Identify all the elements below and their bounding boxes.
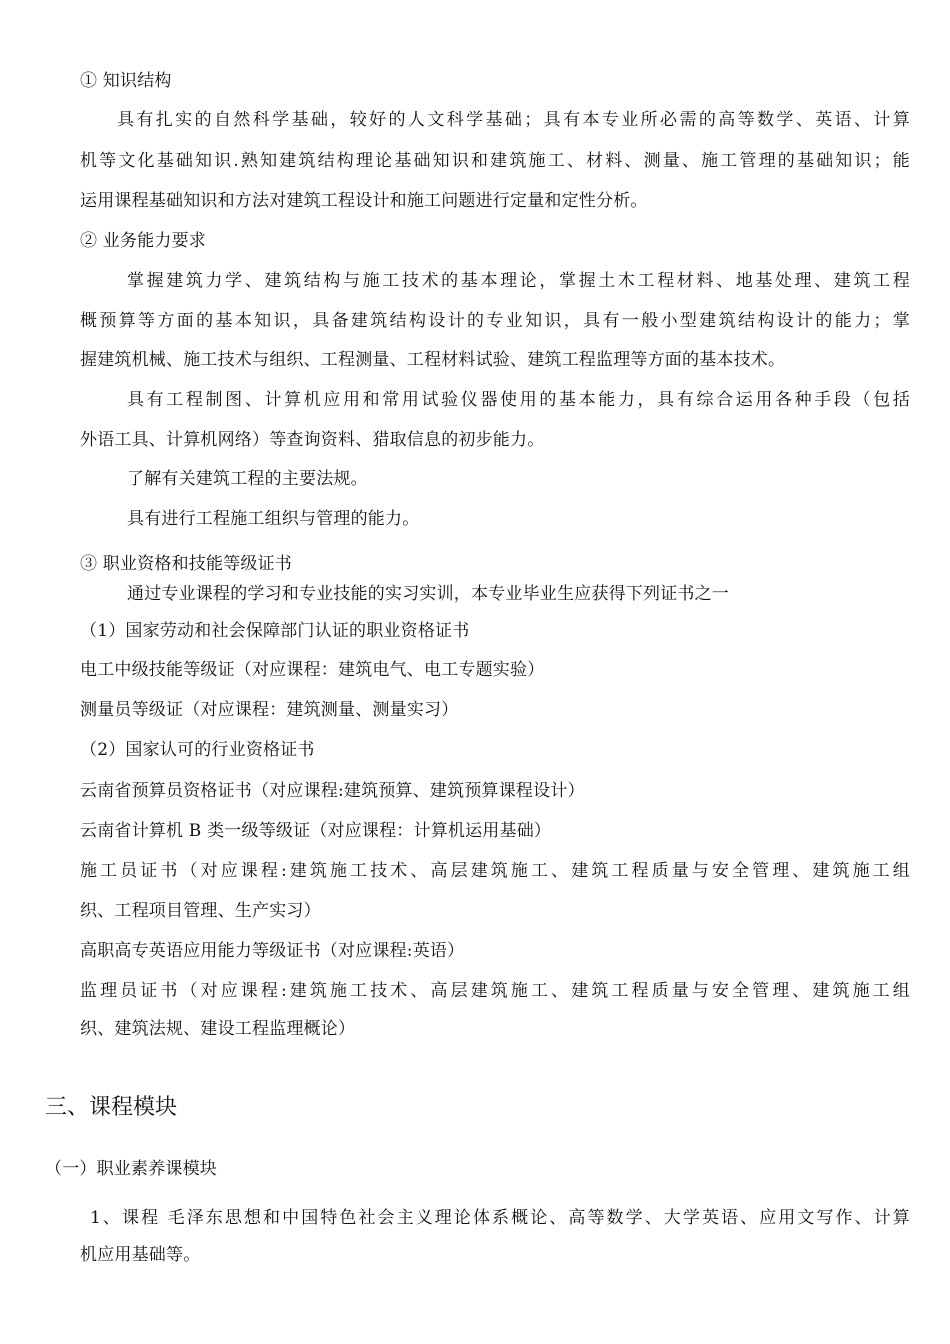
ability-para1-line-2: 概预算等方面的基本知识，具备建筑结构设计的专业知识，具有一般小型建筑结构设计的能力；掌 — [80, 311, 910, 331]
ability-para2-line-1: 具有工程制图、计算机应用和常用试验仪器使用的基本能力，具有综合运用各种手段（包括 — [127, 390, 910, 410]
ability-para1-line-3: 握建筑机械、施工技术与组织、工程测量、工程材料试验、建筑工程监理等方面的基本技术。 — [80, 350, 786, 370]
course-line-1: 1、课程 毛泽东思想和中国特色社会主义理论体系概论、高等数学、大学英语、应用文写作、计算 — [90, 1208, 910, 1228]
knowledge-heading: ① 知识结构 — [80, 71, 172, 91]
certificate-item-6: 高职高专英语应用能力等级证书（对应课程:英语） — [80, 941, 465, 961]
certificate-item-7-line-1: 监理员证书（对应课程:建筑施工技术、高层建筑施工、建筑工程质量与安全管理、建筑施工组 — [80, 981, 910, 1001]
certificate-item-4: 云南省计算机 B 类一级等级证（对应课程：计算机运用基础） — [80, 821, 552, 841]
certificates-heading: ③ 职业资格和技能等级证书 — [80, 554, 293, 574]
certificate-item-7-line-2: 织、建筑法规、建设工程监理概论） — [80, 1019, 356, 1039]
certificate-item-2: 测量员等级证（对应课程：建筑测量、测量实习） — [80, 700, 459, 720]
certificate-item-5-line-2: 织、工程项目管理、生产实习） — [80, 901, 321, 921]
ability-para4: 具有进行工程施工组织与管理的能力。 — [127, 509, 420, 529]
certificate-item-1: 电工中级技能等级证（对应课程：建筑电气、电工专题实验） — [80, 660, 545, 680]
certificate-item-5-line-1: 施工员证书（对应课程:建筑施工技术、高层建筑施工、建筑工程质量与安全管理、建筑施工组 — [80, 861, 910, 881]
certificates-group-2: （2）国家认可的行业资格证书 — [80, 740, 315, 760]
certificates-intro: 通过专业课程的学习和专业技能的实习实训，本专业毕业生应获得下列证书之一 — [127, 584, 729, 604]
ability-para3: 了解有关建筑工程的主要法规。 — [127, 469, 368, 489]
certificate-item-3: 云南省预算员资格证书（对应课程:建筑预算、建筑预算课程设计） — [80, 781, 585, 801]
certificates-group-1: （1）国家劳动和社会保障部门认证的职业资格证书 — [80, 621, 470, 641]
knowledge-line-2: 机等文化基础知识.熟知建筑结构理论基础知识和建筑施工、材料、测量、施工管理的基础知识；能 — [80, 151, 910, 171]
knowledge-line-3: 运用课程基础知识和方法对建筑工程设计和施工问题进行定量和定性分析。 — [80, 191, 648, 211]
knowledge-line-1: 具有扎实的自然科学基础，较好的人文科学基础；具有本专业所必需的高等数学、英语、计算 — [117, 110, 910, 130]
section-3-title: 三、课程模块 — [45, 1095, 178, 1120]
section-3-subheading: （一）职业素养课模块 — [45, 1159, 217, 1179]
ability-heading: ② 业务能力要求 — [80, 231, 207, 251]
ability-para2-line-2: 外语工具、计算机网络）等查询资料、猎取信息的初步能力。 — [80, 430, 545, 450]
ability-para1-line-1: 掌握建筑力学、建筑结构与施工技术的基本理论，掌握土木工程材料、地基处理、建筑工程 — [127, 271, 910, 291]
course-line-2: 机应用基础等。 — [80, 1245, 201, 1265]
